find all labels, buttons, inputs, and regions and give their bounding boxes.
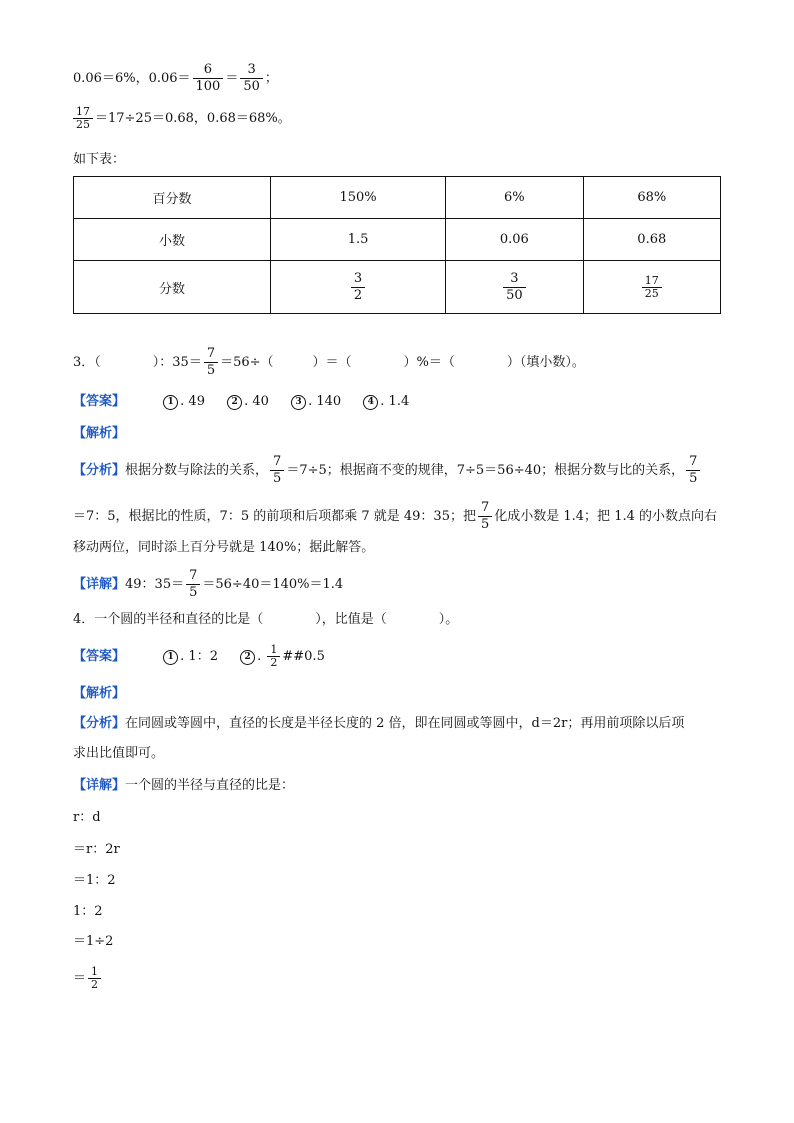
- table-cell: 0.68: [583, 219, 720, 261]
- table-row: [74, 219, 721, 261]
- table-cell: [583, 261, 720, 314]
- answer-item: 2 . $\frac{1}{2}$ ##0.5: [240, 649, 325, 664]
- table-row: [74, 261, 721, 314]
- analysis-tag: 【解析】: [73, 686, 126, 701]
- table-cell: 1.5: [271, 219, 446, 261]
- answer-item: 1 . 1：2: [163, 647, 218, 667]
- fraction-7-5: $\frac{7}{5}$: [204, 346, 218, 379]
- fraction-3-2: $\frac{3}{2}$: [351, 271, 365, 304]
- conversion-table: [73, 176, 721, 314]
- table-cell: [271, 261, 446, 314]
- step-line: ＝1÷2: [73, 934, 114, 949]
- calc-line-17-25: $\frac{17}{25}$ ＝17÷25＝0.68，0.68＝68%。: [71, 106, 291, 131]
- table-cell: 150%: [271, 177, 446, 219]
- detail-line-3: 【详解】49：35＝ $\frac{7}{5}$ ＝56÷40＝140%＝1.4: [73, 568, 344, 600]
- step-line: ＝r：2r: [73, 842, 120, 857]
- detail-line-4: 【详解】一个圆的半径与直径的比是：: [73, 778, 295, 793]
- calc-line-0.06: 0.06＝6%，0.06＝ $\frac{6}{100}$ ＝ $\frac{3}{50}$ ；: [73, 62, 278, 94]
- row-header: 小数: [74, 219, 271, 261]
- question-3: 3．（ ）：35＝ $\frac{7}{5}$ ＝56÷（ ）＝（ ）%＝（ ）（填小数）。: [73, 346, 585, 378]
- answer-item: 2 . 40: [227, 392, 269, 412]
- fraction-17-25: $\frac{17}{25}$: [642, 275, 662, 300]
- analysis-tag: 【解析】: [73, 426, 126, 441]
- answer-item: 1 . 49: [163, 392, 205, 412]
- fraction-7-5: $\frac{7}{5}$: [686, 454, 700, 487]
- step-line-final: ＝ $\frac{1}{2}$: [73, 966, 103, 991]
- fraction-1-2: $\frac{1}{2}$: [267, 644, 280, 669]
- table-intro: 如下表：: [73, 152, 126, 167]
- analysis-line-4b: 求出比值即可。: [73, 746, 165, 761]
- fraction-6-100: $\frac{6}{100}$: [193, 62, 224, 95]
- answer-line-4: [73, 644, 325, 669]
- row-header: 百分数: [74, 177, 271, 219]
- table-row: [74, 177, 721, 219]
- analysis-line-2: ＝7：5，根据比的性质，7：5 的前项和后项都乘 7 就是 49：35；把 $\frac{7}{5}$ 化成小数是 1.4；把 1.4 的小数点向右: [73, 500, 717, 532]
- answer-tag: 【答案】: [73, 649, 126, 664]
- table-cell: 6%: [446, 177, 583, 219]
- step-line: r：d: [73, 810, 101, 825]
- fraction-17-25: $\frac{17}{25}$: [73, 106, 93, 131]
- fraction-7-5: $\frac{7}{5}$: [186, 568, 200, 601]
- analysis-line-4a: 【分析】在同圆或等圆中，直径的长度是半径长度的 2 倍，即在同圆或等圆中，d＝2r；再用前项除以后项: [73, 716, 685, 731]
- calc-text: 0.06＝6%，0.06＝: [73, 71, 191, 86]
- fraction-1-2: $\frac{1}{2}$: [88, 966, 101, 991]
- question-4: 4．一个圆的半径和直径的比是（ ），比值是（ ）。: [73, 612, 459, 627]
- fraction-7-5: $\frac{7}{5}$: [478, 500, 492, 533]
- answer-item: 4 . 1.4: [363, 392, 409, 412]
- fraction-3-50: $\frac{3}{50}$: [240, 62, 263, 95]
- analysis-line-3: 移动两位，同时添上百分号就是 140%；据此解答。: [73, 540, 375, 555]
- table-cell: 0.06: [446, 219, 583, 261]
- fraction-3-50: $\frac{3}{50}$: [503, 271, 526, 304]
- answer-tag: 【答案】: [73, 394, 126, 409]
- answer-line-3: [73, 392, 427, 412]
- step-line: 1：2: [73, 904, 103, 919]
- table-cell: [446, 261, 583, 314]
- row-header: 分数: [74, 261, 271, 314]
- step-line: ＝1：2: [73, 873, 116, 888]
- answer-item: 3 . 140: [291, 392, 341, 412]
- analysis-line-1: 【分析】根据分数与除法的关系， $\frac{7}{5}$ ＝7÷5；根据商不变的规律，7÷5＝56÷40；根据分数与比的关系， $\frac{7}{5}$: [73, 454, 702, 487]
- table-cell: 68%: [583, 177, 720, 219]
- fraction-7-5: $\frac{7}{5}$: [270, 454, 284, 487]
